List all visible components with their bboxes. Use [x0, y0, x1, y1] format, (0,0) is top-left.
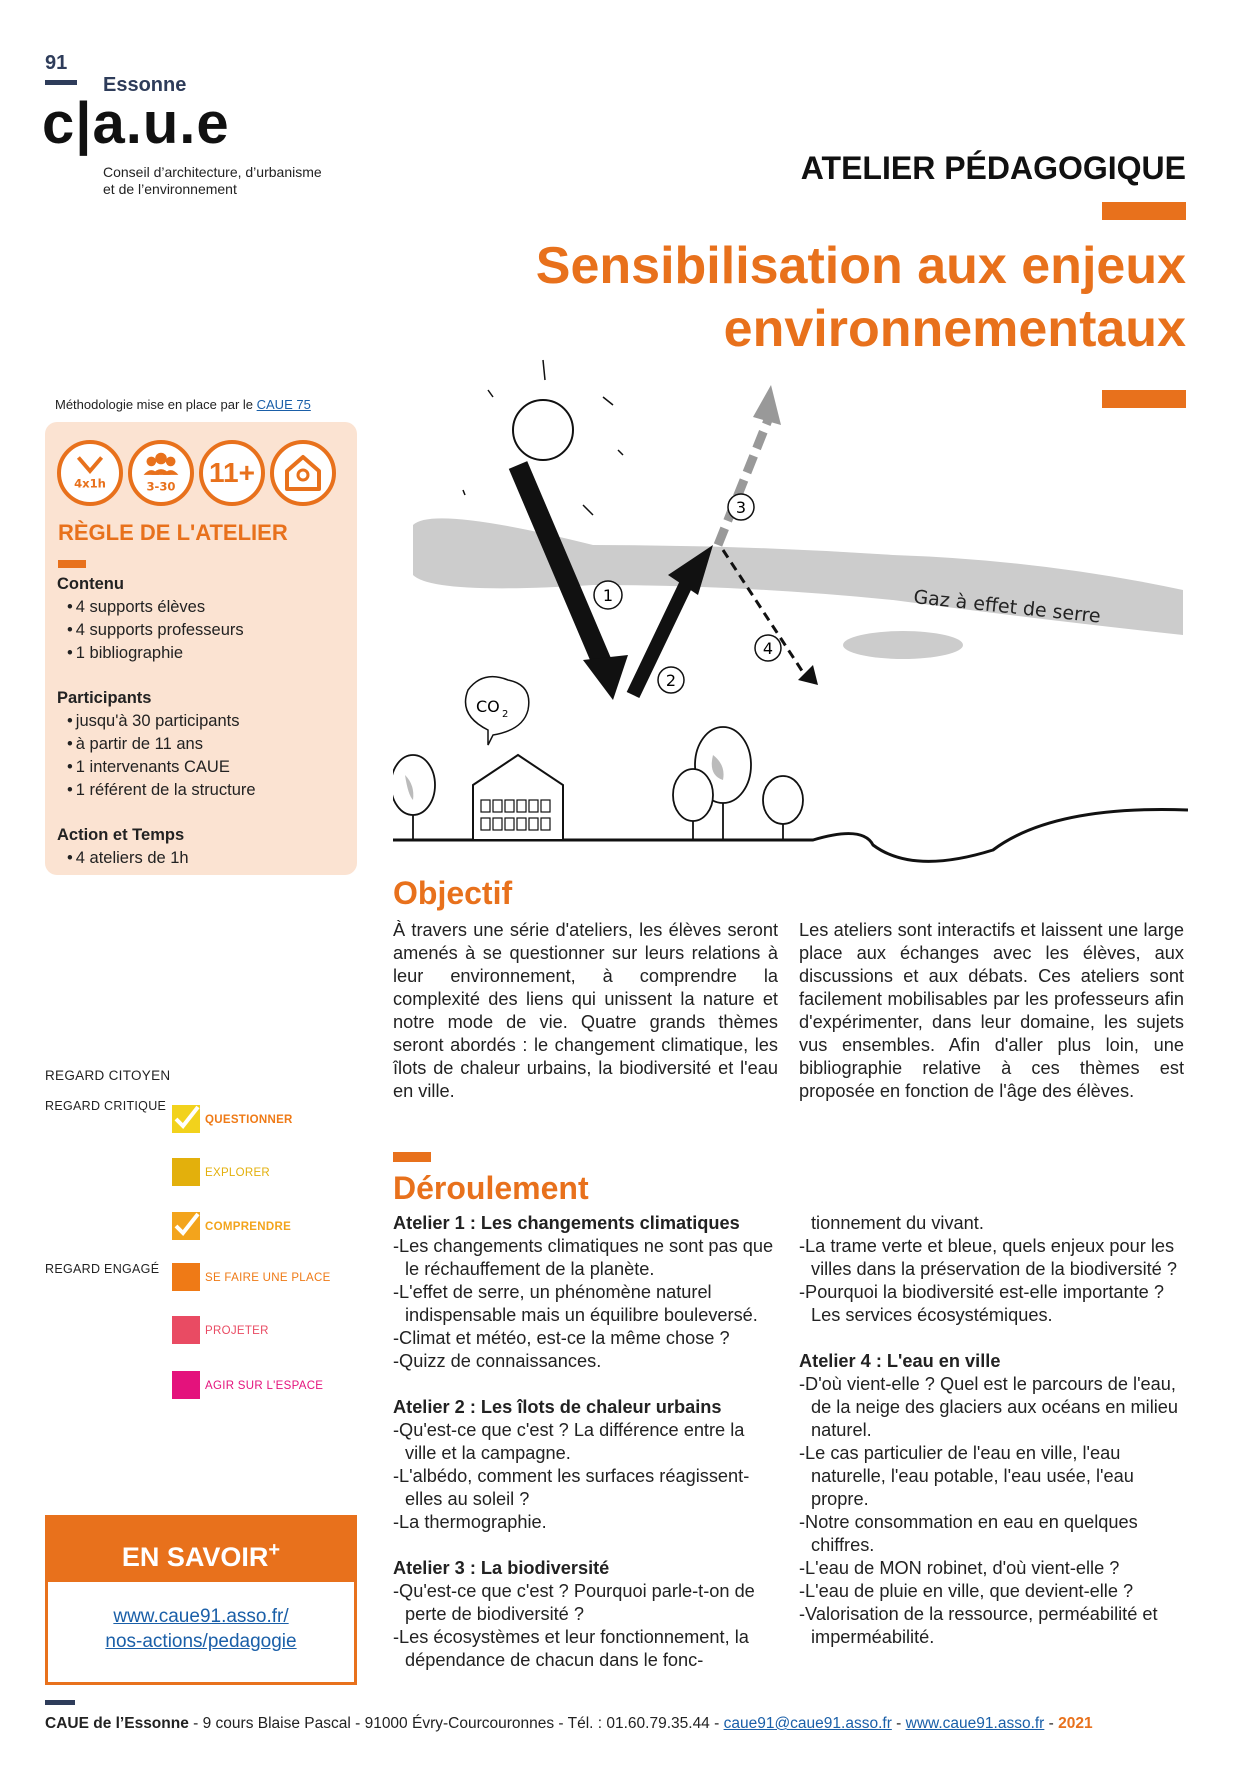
scale-step-swatch	[172, 1371, 200, 1399]
scale-step-swatch	[172, 1263, 200, 1291]
footer-year: 2021	[1058, 1715, 1093, 1732]
house-illustration	[473, 755, 563, 840]
arrow-1-label: 1	[602, 586, 614, 605]
scale-step-swatch	[172, 1316, 200, 1344]
scale-step-label: AGIR SUR L'ESPACE	[205, 1380, 324, 1392]
list-item: -Valorisation de la ressource, perméabilité et imperméabilité.	[799, 1604, 1158, 1647]
greenhouse-illustration	[393, 345, 1188, 865]
footer-separator: -	[1044, 1715, 1059, 1732]
plus-icon: +	[268, 1539, 281, 1561]
list-item: -Pourquoi la biodiversité est-elle importante ? Les services écosystémiques.	[799, 1282, 1164, 1325]
list-item: • 4 supports élèves	[67, 596, 347, 619]
rules-list	[57, 573, 347, 870]
list-item: • jusqu'à 30 participants	[67, 710, 347, 733]
list-item: -Qu'est-ce que c'est ? La différence entre la ville et la campagne.	[393, 1420, 745, 1463]
list-item: -L'eau de pluie en ville, que devient-elle ?	[799, 1581, 1134, 1601]
learn-more-title-text: EN SAVOIR	[121, 1542, 269, 1572]
group-picto	[128, 440, 194, 506]
pedagogy-link[interactable]	[48, 1604, 354, 1654]
participants-heading: Participants	[57, 689, 152, 707]
list-item: -La trame verte et bleue, quels enjeux pour les villes dans la préservation de la biodiversité ?	[799, 1236, 1177, 1279]
clock-icon	[61, 443, 119, 503]
footer-site-link[interactable]: www.caue91.asso.fr	[905, 1715, 1045, 1732]
scale-step-label: PROJETER	[205, 1325, 269, 1337]
list-item: -L'eau de MON robinet, d'où vient-elle ?	[799, 1558, 1120, 1578]
learn-more-box	[45, 1515, 357, 1685]
list-item: -Climat et météo, est-ce la même chose ?	[393, 1328, 730, 1348]
regard-critique-label: REGARD CRITIQUE	[45, 1099, 167, 1113]
duration-text: 4x1h	[74, 476, 106, 491]
pedagogy-link-line1: www.caue91.asso.fr/	[113, 1606, 289, 1627]
co2-bubble	[466, 677, 529, 745]
people-icon	[132, 443, 190, 503]
regard-scale	[0, 0, 1, 1]
footer-email-link[interactable]: caue91@caue91.asso.fr	[723, 1715, 892, 1732]
footer	[45, 1715, 1093, 1733]
logo-region: Essonne	[103, 74, 187, 96]
rules-divider	[58, 560, 86, 568]
methodology-text: Méthodologie mise en place par le	[55, 397, 257, 412]
contenu-heading: Contenu	[57, 575, 124, 593]
scale-step-label: EXPLORER	[205, 1167, 271, 1179]
gas-label: Gaz à effet de serre	[912, 586, 1102, 628]
arrow-3-head	[753, 385, 781, 425]
logo-subtitle-line1: Conseil d’architecture, d’urbanisme	[103, 164, 322, 180]
regard-engage-label: REGARD ENGAGÉ	[45, 1262, 160, 1276]
deroulement-title: Déroulement	[393, 1170, 589, 1206]
list-item: -Notre consommation en eau en quelques chiffres.	[799, 1512, 1138, 1555]
footer-address: - 9 cours Blaise Pascal - 91000 Évry-Courcouronnes - Tél. : 01.60.79.35.44 -	[188, 1715, 724, 1732]
house-icon	[281, 451, 325, 495]
list-item: -La thermographie.	[393, 1512, 547, 1532]
arrow-2-label: 2	[665, 671, 677, 690]
list-item: -Qu'est-ce que c'est ? Pourquoi parle-t-on de perte de biodiversité ?	[393, 1581, 755, 1624]
arrow-3-label: 3	[735, 498, 747, 517]
pedagogy-link-line2: nos-actions/pedagogie	[105, 1631, 297, 1652]
logo-subtitle-line2: et de l’environnement	[103, 181, 237, 197]
atelier-2-title: Atelier 2 : Les îlots de chaleur urbains	[393, 1397, 722, 1417]
list-item: • 1 intervenants CAUE	[67, 756, 347, 779]
scale-step-swatch	[172, 1105, 200, 1133]
list-item: -D'où vient-elle ? Quel est le parcours de l'eau, de la neige des glaciers aux océans en milieu naturel.	[799, 1374, 1179, 1440]
objectif-col1: À travers une série d'ateliers, les élèves seront amenés à se questionner sur leurs relations à leur environnement, à comprendre la complexité des liens qui unissent la nature et notre mode de vie. Quatre grands thèmes seront abordés : le changement climatique, les îlots de chaleur urbains, la biodiversité et l'eau en ville.	[393, 920, 778, 1101]
title-divider-top	[1102, 202, 1186, 220]
rules-title: RÈGLE DE L'ATELIER	[58, 520, 288, 545]
arrow-1-head	[583, 655, 628, 700]
deroulement-divider	[393, 1152, 431, 1162]
logo-subtitle	[103, 164, 373, 198]
list-item: -Quizz de connaissances.	[393, 1351, 602, 1371]
age-picto: 11+	[199, 440, 265, 506]
small-cloud	[843, 631, 963, 659]
sun-icon	[463, 360, 623, 515]
scale-step-label: QUESTIONNER	[205, 1114, 293, 1126]
scale-step-swatch	[172, 1212, 200, 1240]
arrow-4-label: 4	[762, 639, 774, 658]
list-item: -L'albédo, comment les surfaces réagissent-elles au soleil ?	[393, 1466, 750, 1509]
logo-bar	[45, 80, 77, 85]
action-heading: Action et Temps	[57, 826, 185, 844]
deroulement-col1	[393, 1212, 778, 1672]
logo-number: 91	[45, 52, 68, 74]
atelier-3-continued: tionnement du vivant.	[811, 1213, 984, 1233]
footer-org: CAUE de l’Essonne	[45, 1715, 189, 1732]
arrow-3-line	[718, 420, 768, 545]
page-title-line1: Sensibilisation aux enjeux	[535, 237, 1186, 295]
list-item: -Les écosystèmes et leur fonctionnement, la dépendance de chacun dans le fonc-	[393, 1627, 749, 1670]
list-item: -Les changements climatiques ne sont pas que le réchauffement de la planète.	[393, 1236, 774, 1279]
scale-step-label: SE FAIRE UNE PLACE	[205, 1272, 331, 1284]
scale-step-label: COMPRENDRE	[205, 1221, 292, 1233]
objectif-title: Objectif	[393, 875, 513, 911]
list-item: • 4 supports professeurs	[67, 619, 347, 642]
objectif-col2: Les ateliers sont interactifs et laissent une large place aux échanges avec les élèves, aux discussions et aux débats. Ces ateliers sont facilement mobilisables par les professeurs afin d'expérimenter, dans leur domaine, les sujets vus ensembles. Afin d'aller plus loin, une bibliographie relative à ces thèmes est proposée en fonction de l'âge des élèves.	[799, 920, 1184, 1101]
group-text: 3-30	[146, 479, 176, 494]
page-title	[426, 235, 1186, 361]
atelier-1-title: Atelier 1 : Les changements climatiques	[393, 1213, 740, 1233]
duration-picto	[57, 440, 123, 506]
regard-citoyen-label: REGARD CITOYEN	[45, 1068, 171, 1083]
methodology-link[interactable]: CAUE 75	[256, 397, 311, 412]
list-item: -Le cas particulier de l'eau en ville, l'eau naturelle, l'eau potable, l'eau usée, l'eau propre.	[799, 1443, 1134, 1509]
list-item: • à partir de 11 ans	[67, 733, 347, 756]
list-item: -L'effet de serre, un phénomène naturel indispensable mais un équilibre bouleversé.	[393, 1282, 758, 1325]
check-icon	[172, 1212, 200, 1240]
home-picto	[270, 440, 336, 506]
scale-step-swatch	[172, 1158, 200, 1186]
page-title-line2: environnementaux	[723, 300, 1186, 358]
learn-more-title	[48, 1518, 354, 1582]
trees	[393, 727, 803, 840]
co2-subscript: 2	[502, 709, 509, 720]
methodology-note	[55, 397, 311, 412]
list-item: • 1 référent de la structure	[67, 779, 347, 802]
list-item: • 1 bibliographie	[67, 642, 347, 665]
check-icon	[172, 1105, 200, 1133]
deroulement-col2	[799, 1212, 1184, 1649]
list-item: • 4 ateliers de 1h	[67, 847, 347, 870]
atelier-3-title: Atelier 3 : La biodiversité	[393, 1558, 610, 1578]
atelier-4-title: Atelier 4 : L'eau en ville	[799, 1351, 1001, 1371]
co2-text: CO	[476, 697, 500, 716]
logo-caue: c|a.u.e	[42, 91, 230, 156]
footer-separator: -	[891, 1715, 906, 1732]
footer-bar	[45, 1700, 75, 1705]
kicker-title: ATELIER PÉDAGOGIQUE	[800, 150, 1186, 186]
